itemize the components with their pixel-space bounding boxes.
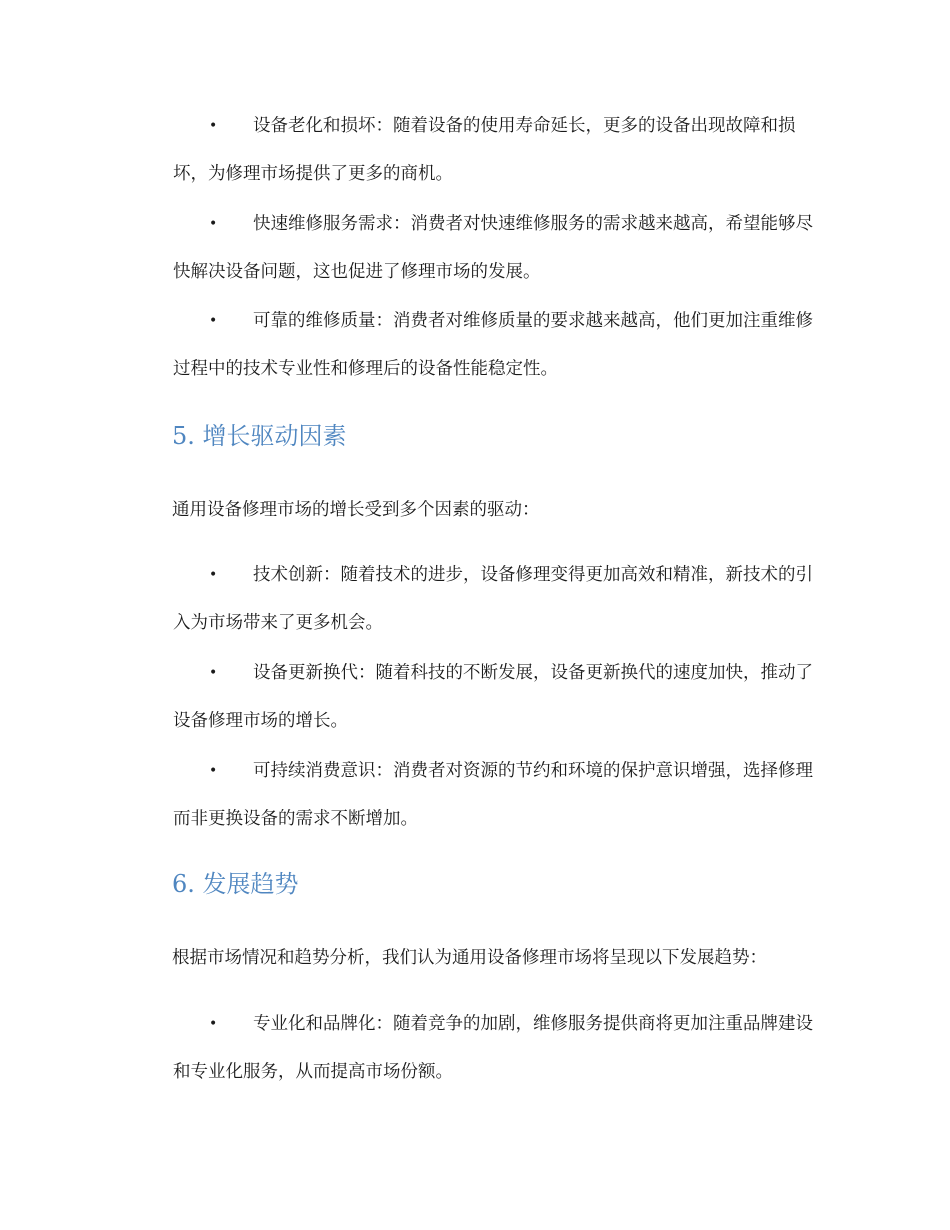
list-item (173, 102, 818, 198)
section-heading: 5. 增长驱动因素 (172, 422, 347, 450)
section-heading: 6. 发展趋势 (172, 870, 299, 898)
list-item (173, 551, 818, 647)
list-item-text: 可持续消费意识：消费者对资源的节约和环境的保护意识增强，选择修理而非更换设备的需求不断增加。 (173, 761, 813, 829)
list-item-text: 可靠的维修质量：消费者对维修质量的要求越来越高，他们更加注重维修过程中的技术专业性和修理后的设备性能稳定性。 (173, 311, 813, 379)
bullet-marker: • (209, 216, 218, 232)
list-item-text: 设备老化和损坏：随着设备的使用寿命延长，更多的设备出现故障和损坏，为修理市场提供了更多的商机。 (173, 116, 796, 184)
list-item (173, 649, 818, 745)
list-item (173, 1000, 818, 1096)
list-item (173, 297, 818, 393)
bullet-marker: • (209, 118, 218, 134)
list-item-text: 设备更新换代：随着科技的不断发展，设备更新换代的速度加快，推动了设备修理市场的增长。 (173, 663, 813, 731)
bullet-marker: • (209, 1016, 218, 1032)
list-item-text: 专业化和品牌化：随着竞争的加剧，维修服务提供商将更加注重品牌建设和专业化服务，从而提高市场份额。 (173, 1014, 813, 1082)
bullet-marker: • (209, 567, 218, 583)
list-item-text: 快速维修服务需求：消费者对快速维修服务的需求越来越高，希望能够尽快解决设备问题，这也促进了修理市场的发展。 (173, 214, 813, 282)
list-item (173, 200, 818, 296)
bullet-marker: • (209, 763, 218, 779)
list-item-text: 技术创新：随着技术的进步，设备修理变得更加高效和精准，新技术的引入为市场带来了更多机会。 (173, 565, 813, 633)
section-intro: 通用设备修理市场的增长受到多个因素的驱动： (172, 500, 540, 520)
bullet-marker: • (209, 313, 218, 329)
section-intro: 根据市场情况和趋势分析，我们认为通用设备修理市场将呈现以下发展趋势： (172, 948, 767, 968)
list-item (173, 747, 818, 843)
bullet-marker: • (209, 665, 218, 681)
